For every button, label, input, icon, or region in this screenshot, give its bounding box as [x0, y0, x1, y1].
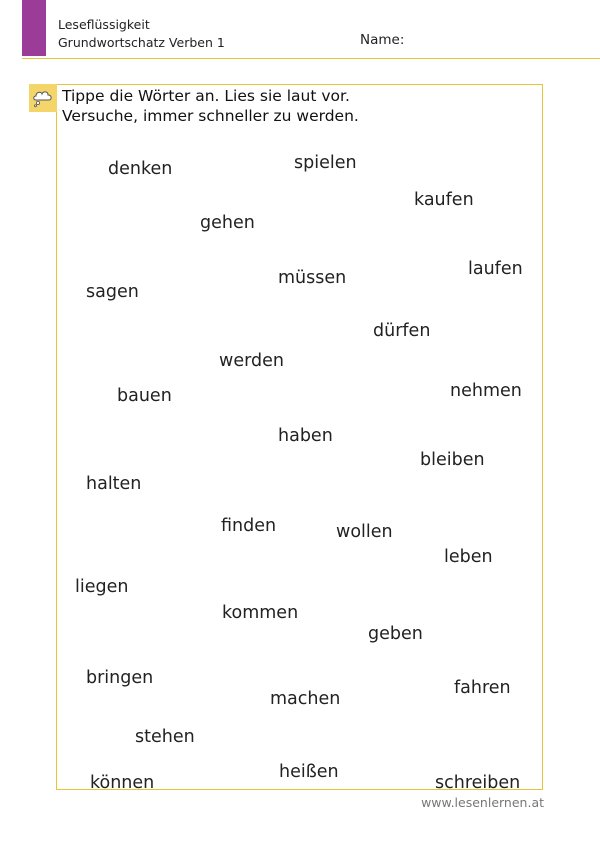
header-divider [22, 58, 600, 59]
word-item[interactable]: fahren [454, 678, 511, 698]
title-line-1: Leseflüssigkeit [58, 17, 150, 32]
word-item[interactable]: haben [278, 426, 333, 446]
accent-bar [22, 0, 46, 56]
word-item[interactable]: halten [86, 474, 142, 494]
word-item[interactable]: heißen [279, 762, 339, 782]
word-item[interactable]: kaufen [414, 190, 474, 210]
word-item[interactable]: liegen [75, 577, 129, 597]
word-item[interactable]: bleiben [420, 450, 485, 470]
name-label: Name: [360, 32, 405, 48]
instruction-line-1: Tippe die Wörter an. Lies sie laut vor. [62, 87, 350, 105]
word-item[interactable]: gehen [200, 213, 255, 233]
word-item[interactable]: können [90, 773, 155, 793]
word-item[interactable]: denken [108, 159, 173, 179]
instruction-icon-box [29, 84, 57, 112]
worksheet-title [58, 16, 225, 52]
website-footer: www.lesenlernen.at [421, 795, 544, 810]
word-item[interactable]: wollen [336, 522, 393, 542]
word-item[interactable]: machen [270, 689, 341, 709]
word-item[interactable]: nehmen [450, 381, 522, 401]
title-line-2: Grundwortschatz Verben 1 [58, 35, 225, 50]
word-item[interactable]: bauen [117, 386, 172, 406]
word-item[interactable]: kommen [222, 603, 299, 623]
word-item[interactable]: werden [219, 351, 284, 371]
word-item[interactable]: dürfen [373, 321, 431, 341]
word-item[interactable]: finden [221, 516, 277, 536]
word-item[interactable]: laufen [468, 259, 523, 279]
word-item[interactable]: sagen [86, 282, 139, 302]
word-item[interactable]: stehen [135, 727, 195, 747]
instruction-line-2: Versuche, immer schneller zu werden. [62, 107, 359, 125]
instructions [62, 86, 359, 126]
word-item[interactable]: leben [444, 547, 493, 567]
word-item[interactable]: geben [368, 624, 423, 644]
word-item[interactable]: müssen [278, 268, 347, 288]
thought-bubble-icon [31, 88, 55, 108]
word-item[interactable]: schreiben [435, 773, 521, 793]
word-item[interactable]: spielen [294, 153, 357, 173]
word-item[interactable]: bringen [86, 668, 154, 688]
